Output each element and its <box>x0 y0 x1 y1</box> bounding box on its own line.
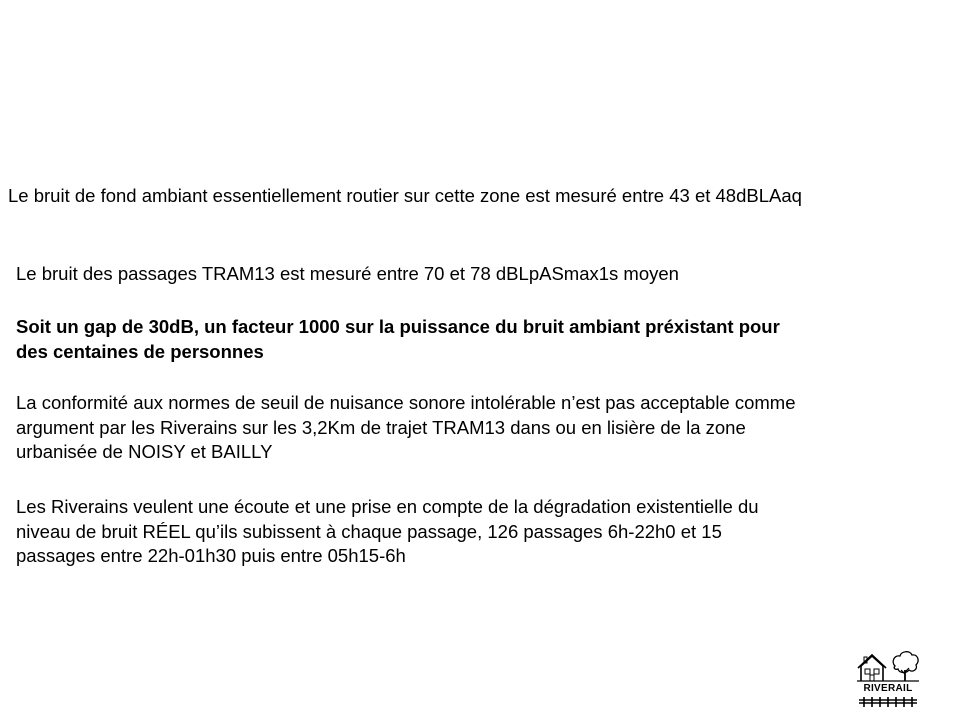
text-line: urbanisée de NOISY et BAILLY <box>16 441 273 462</box>
paragraph-background-noise: Le bruit de fond ambiant essentiellement routier sur cette zone est mesuré entre 43 et 48dBLAaq <box>8 185 802 206</box>
paragraph-residents-demand <box>16 495 940 569</box>
paragraph-tram-noise: Le bruit des passages TRAM13 est mesuré entre 70 et 78 dBLpASmax1s moyen <box>16 263 679 284</box>
house-tree-rail-logo-icon <box>855 648 921 710</box>
paragraph-gap-emphasis <box>16 315 940 364</box>
text-line: La conformité aux normes de seuil de nuisance sonore intolérable n’est pas acceptable comme <box>16 392 796 413</box>
paragraph-compliance <box>16 391 940 465</box>
text-line: Les Riverains veulent une écoute et une prise en compte de la dégradation existentielle du <box>16 496 759 517</box>
text-line: des centaines de personnes <box>16 340 264 362</box>
logo-text: RIVERAIL <box>863 683 913 694</box>
riverail-logo <box>855 648 921 710</box>
text-line: Soit un gap de 30dB, un facteur 1000 sur la puissance du bruit ambiant préxistant pour <box>16 316 780 337</box>
text-line: passages entre 22h-01h30 puis entre 05h15-6h <box>16 545 406 566</box>
text-line: niveau de bruit RÉEL qu’ils subissent à chaque passage, 126 passages 6h-22h0 et 15 <box>16 520 722 542</box>
text-line: argument par les Riverains sur les 3,2Km de trajet TRAM13 dans ou en lisière de la zone <box>16 416 746 438</box>
